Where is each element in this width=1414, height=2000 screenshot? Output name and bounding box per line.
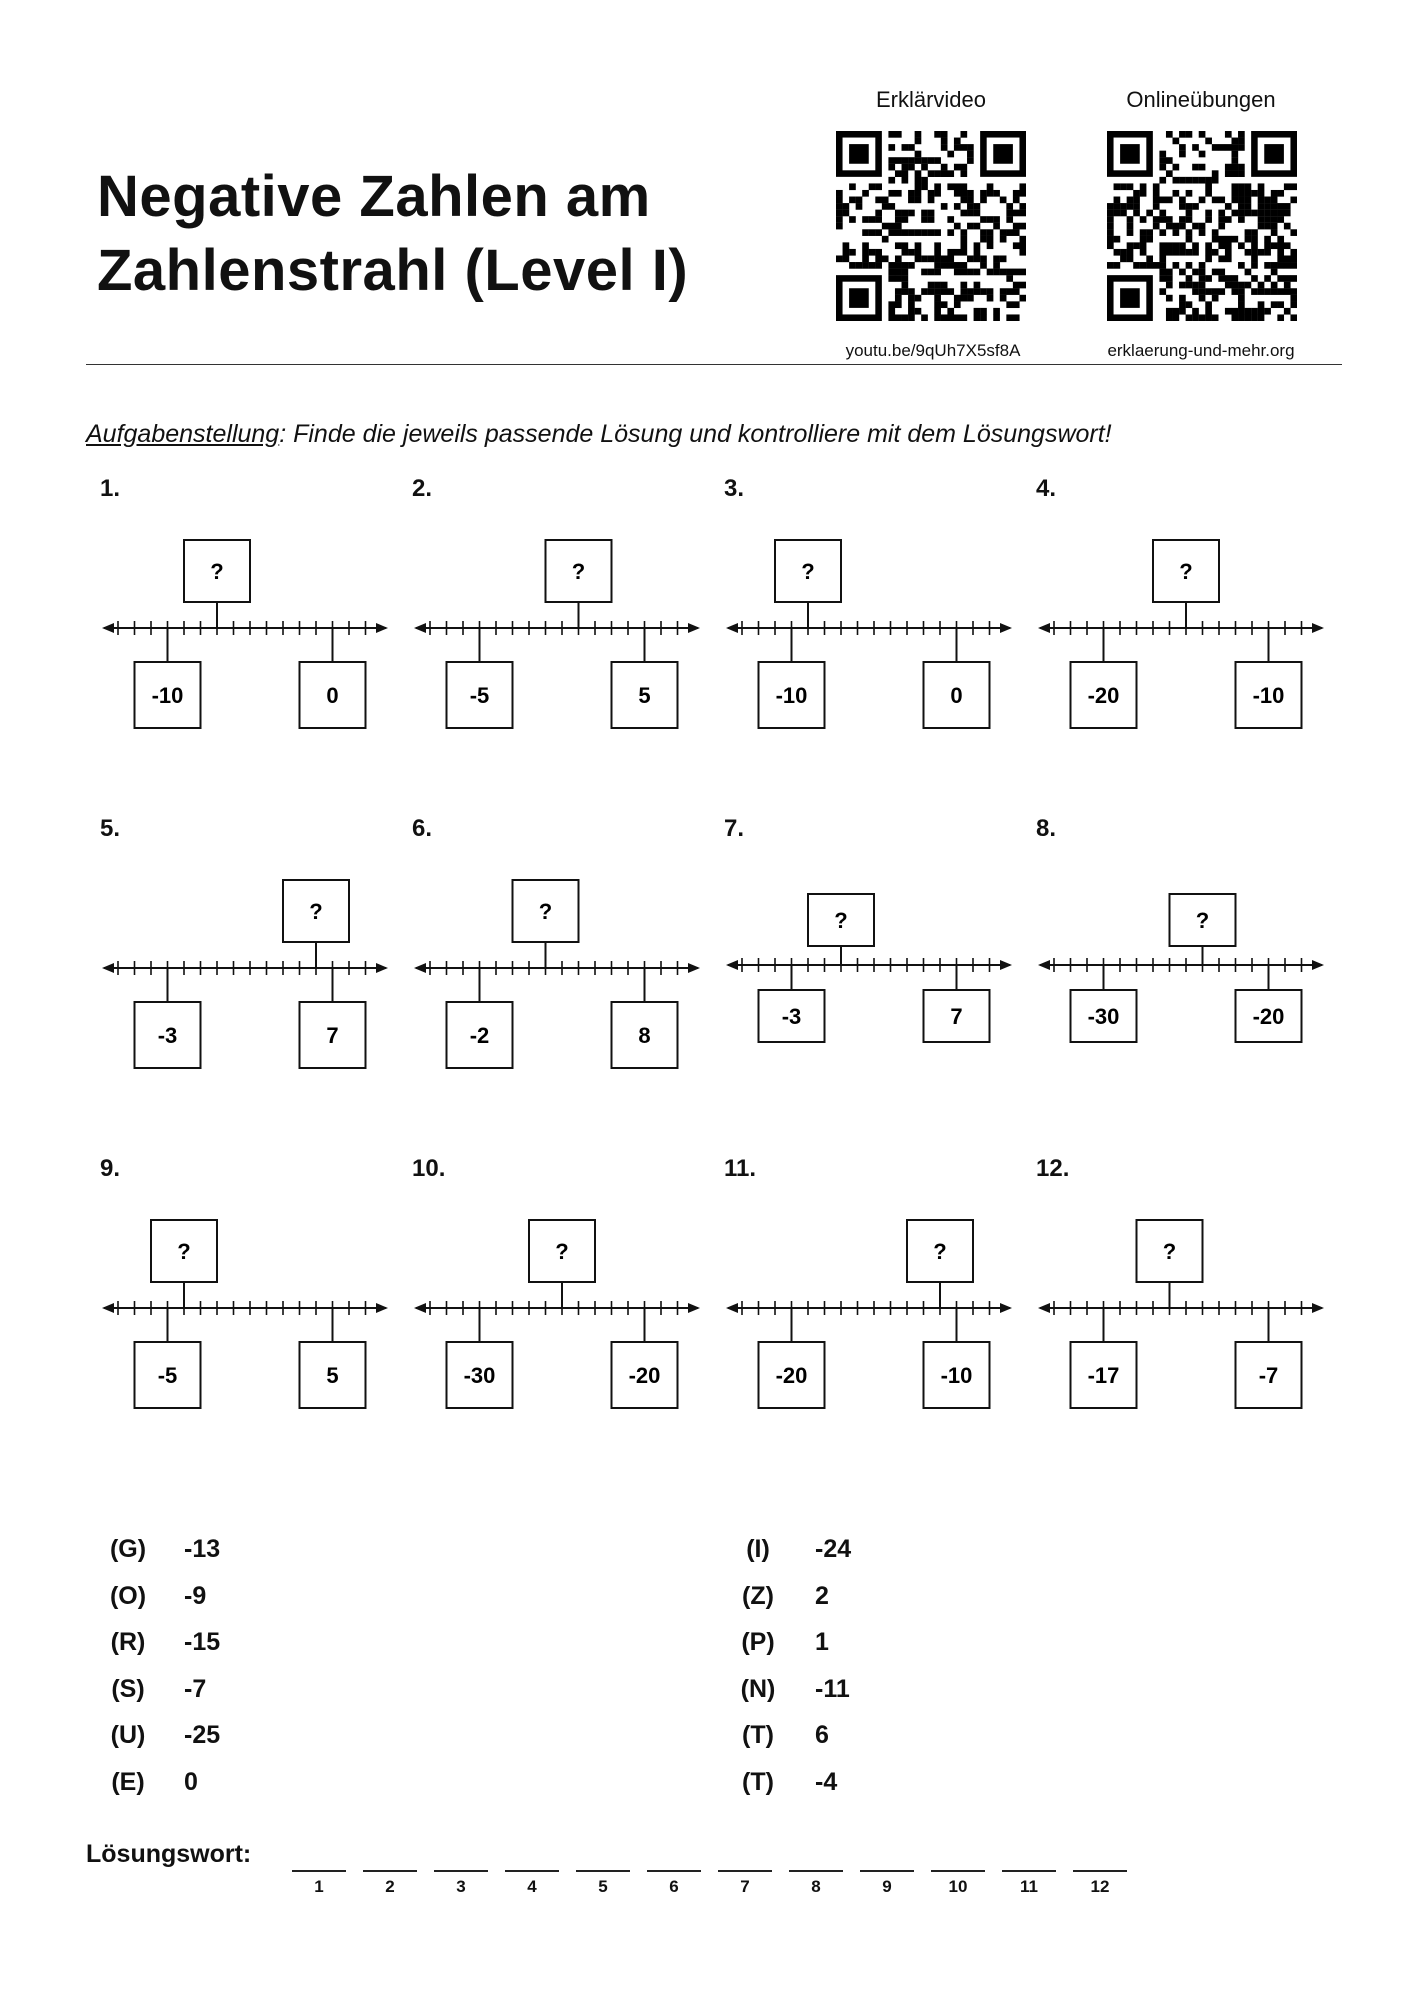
- exercise-number: 5.: [100, 815, 121, 842]
- arrow-left-icon: [1038, 960, 1050, 970]
- right-value-label: -20: [1252, 1004, 1285, 1029]
- answer-letter: (E): [111, 1767, 145, 1796]
- left-value-label: -5: [469, 683, 490, 708]
- answer-value: -25: [184, 1721, 221, 1749]
- question-mark: ?: [538, 899, 553, 924]
- solution-slot-number: 11: [1020, 1877, 1038, 1896]
- solution-slot-line[interactable]: [860, 1870, 914, 1872]
- number-line-1: [100, 530, 390, 750]
- solution-label: Lösungswort:: [86, 1840, 252, 1868]
- arrow-left-icon: [1038, 1303, 1050, 1313]
- solution-slot-number: 4: [527, 1877, 537, 1896]
- left-value-label: -5: [157, 1363, 178, 1388]
- number-line-5: [100, 870, 390, 1090]
- right-value-label: -20: [628, 1363, 661, 1388]
- arrow-right-icon: [1312, 623, 1324, 633]
- left-value-label: -30: [463, 1363, 496, 1388]
- arrow-left-icon: [414, 623, 426, 633]
- page-title: [97, 160, 688, 308]
- solution-slot-line[interactable]: [1002, 1870, 1056, 1872]
- left-value-label: -3: [781, 1004, 802, 1029]
- arrow-left-icon: [726, 623, 738, 633]
- qr-video-code[interactable]: [836, 131, 1026, 321]
- exercise-number: 4.: [1036, 475, 1057, 502]
- exercise-number: 2.: [412, 475, 433, 502]
- solution-slot-number: 9: [882, 1877, 892, 1896]
- number-line-8: [1036, 870, 1326, 1090]
- solution-slot-number: 8: [811, 1877, 821, 1896]
- header-divider: [86, 364, 1342, 365]
- right-value-label: 7: [326, 1023, 339, 1048]
- left-value-label: -20: [775, 1363, 808, 1388]
- arrow-right-icon: [376, 623, 388, 633]
- solution-slot-line[interactable]: [292, 1870, 346, 1872]
- number-line-7: [724, 870, 1014, 1090]
- number-line-2: [412, 530, 702, 750]
- number-line-3: [724, 530, 1014, 750]
- exercise-number: 6.: [412, 815, 433, 842]
- left-value-label: -10: [151, 683, 184, 708]
- question-mark: ?: [1195, 908, 1210, 933]
- question-mark: ?: [555, 1239, 569, 1264]
- answer-letter: (I): [746, 1535, 770, 1563]
- question-mark: ?: [309, 899, 323, 924]
- left-value-label: -2: [469, 1023, 490, 1048]
- solution-slot-line[interactable]: [647, 1870, 701, 1872]
- number-line-11: [724, 1210, 1014, 1430]
- answer-letter: (T): [742, 1721, 774, 1749]
- question-mark: ?: [933, 1239, 947, 1264]
- exercise-number: 1.: [100, 475, 121, 502]
- solution-slot-line[interactable]: [576, 1870, 630, 1872]
- answer-value: 6: [815, 1721, 829, 1749]
- title-line-1: Negative Zahlen am: [97, 164, 651, 229]
- answer-letter: (S): [111, 1674, 145, 1703]
- right-value-label: -10: [940, 1363, 973, 1388]
- task-text: : Finde die jeweils passende Lösung und kontrolliere mit dem Lösungswort!: [279, 420, 1112, 448]
- arrow-left-icon: [414, 963, 426, 973]
- left-value-label: -20: [1087, 683, 1120, 708]
- arrow-left-icon: [102, 623, 114, 633]
- arrow-left-icon: [414, 1303, 426, 1313]
- answer-letter: (R): [110, 1628, 146, 1656]
- left-value-label: -3: [157, 1023, 178, 1048]
- number-line-10: [412, 1210, 702, 1430]
- left-value-label: -17: [1087, 1363, 1120, 1388]
- task-instruction: [86, 420, 1112, 449]
- arrow-right-icon: [1312, 960, 1324, 970]
- solution-slot-number: 1: [314, 1877, 324, 1896]
- answer-value: -15: [184, 1628, 221, 1656]
- right-value-label: 0: [950, 683, 963, 708]
- task-label: Aufgabenstellung: [86, 420, 280, 448]
- solution-slot-number: 3: [456, 1877, 466, 1896]
- right-value-label: 7: [950, 1004, 963, 1029]
- qr-video-caption: Erklärvideo: [875, 87, 987, 112]
- answer-letter: (T): [742, 1767, 774, 1796]
- arrow-right-icon: [1312, 1303, 1324, 1313]
- answer-letter: (P): [741, 1628, 775, 1656]
- arrow-left-icon: [726, 960, 738, 970]
- answer-value: -9: [184, 1581, 207, 1610]
- right-value-label: 5: [638, 683, 651, 708]
- right-value-label: 5: [326, 1363, 339, 1388]
- solution-slot-number: 5: [598, 1877, 608, 1896]
- arrow-left-icon: [726, 1303, 738, 1313]
- number-line-9: [100, 1210, 390, 1430]
- answer-letter: (U): [110, 1721, 146, 1749]
- question-mark: ?: [834, 908, 848, 933]
- solution-slot-line[interactable]: [1073, 1870, 1127, 1872]
- solution-slot-number: 12: [1090, 1877, 1110, 1896]
- left-value-label: -10: [775, 683, 808, 708]
- exercise-number: 9.: [100, 1155, 121, 1182]
- solution-slot-number: 6: [669, 1877, 679, 1896]
- question-mark: ?: [210, 559, 224, 584]
- arrow-left-icon: [102, 963, 114, 973]
- solution-slot-number: 2: [385, 1877, 395, 1896]
- arrow-right-icon: [1000, 623, 1012, 633]
- right-value-label: 8: [638, 1023, 651, 1048]
- exercise-number: 11.: [724, 1155, 757, 1182]
- qr-online-code[interactable]: [1107, 131, 1297, 321]
- solution-slot-line[interactable]: [434, 1870, 488, 1872]
- answer-value: 0: [184, 1767, 198, 1796]
- arrow-right-icon: [688, 1303, 700, 1313]
- number-line-4: [1036, 530, 1326, 750]
- arrow-right-icon: [376, 963, 388, 973]
- answer-value: -24: [815, 1535, 852, 1563]
- arrow-right-icon: [1000, 960, 1012, 970]
- exercise-number: 8.: [1036, 815, 1057, 842]
- arrow-right-icon: [1000, 1303, 1012, 1313]
- qr-online-caption: Onlineübungen: [1126, 87, 1276, 112]
- answer-value: 1: [815, 1628, 829, 1656]
- answer-value: -4: [815, 1767, 838, 1796]
- answer-letter: (O): [109, 1581, 147, 1610]
- answer-letter: (G): [109, 1535, 147, 1563]
- exercise-number: 3.: [724, 475, 745, 502]
- solution-slot-number: 7: [740, 1877, 750, 1896]
- solution-slot-line[interactable]: [931, 1870, 985, 1872]
- right-value-label: -7: [1258, 1363, 1279, 1388]
- right-value-label: 0: [326, 683, 339, 708]
- answer-value: -11: [815, 1674, 850, 1703]
- solution-slot-line[interactable]: [718, 1870, 772, 1872]
- number-line-6: [412, 870, 702, 1090]
- qr-online-url[interactable]: erklaerung-und-mehr.org: [1107, 341, 1295, 360]
- arrow-right-icon: [688, 963, 700, 973]
- answer-letter: (Z): [742, 1581, 774, 1610]
- exercise-number: 10.: [412, 1155, 446, 1182]
- arrow-left-icon: [1038, 623, 1050, 633]
- qr-video-url[interactable]: youtu.be/9qUh7X5sf8A: [845, 341, 1021, 360]
- arrow-right-icon: [688, 623, 700, 633]
- question-mark: ?: [1162, 1239, 1177, 1264]
- answer-value: -7: [184, 1674, 207, 1703]
- right-value-label: -10: [1252, 683, 1285, 708]
- answer-letter: (N): [740, 1674, 776, 1703]
- arrow-left-icon: [102, 1303, 114, 1313]
- question-mark: ?: [177, 1239, 191, 1264]
- answer-value: -13: [184, 1535, 221, 1563]
- exercise-number: 7.: [724, 815, 745, 842]
- solution-slot-line[interactable]: [505, 1870, 559, 1872]
- solution-slot-line[interactable]: [363, 1870, 417, 1872]
- title-line-2: Zahlenstrahl (Level I): [97, 238, 689, 303]
- number-line-12: [1036, 1210, 1326, 1430]
- solution-slot-line[interactable]: [789, 1870, 843, 1872]
- question-mark: ?: [1179, 559, 1193, 584]
- left-value-label: -30: [1087, 1004, 1120, 1029]
- arrow-right-icon: [376, 1303, 388, 1313]
- solution-slot-number: 10: [948, 1877, 968, 1896]
- question-mark: ?: [801, 559, 815, 584]
- exercise-number: 12.: [1036, 1155, 1070, 1182]
- question-mark: ?: [571, 559, 586, 584]
- answer-value: 2: [815, 1581, 829, 1610]
